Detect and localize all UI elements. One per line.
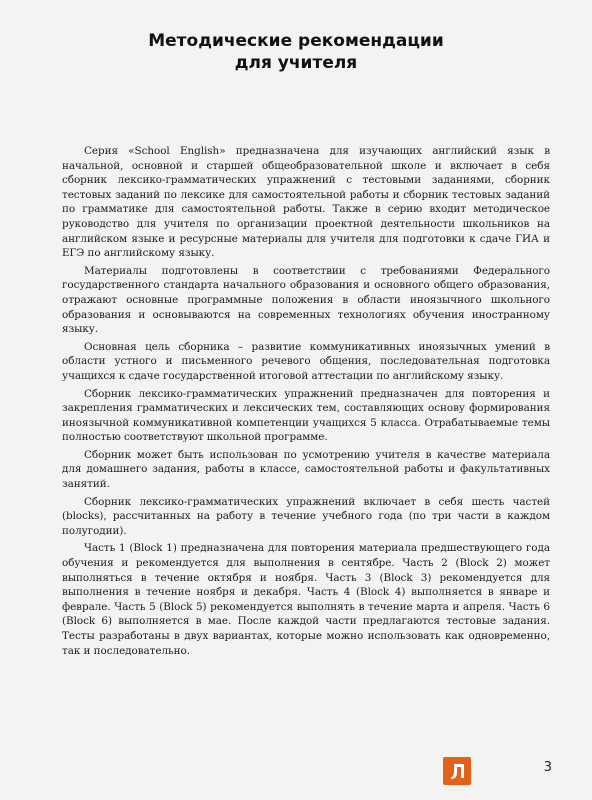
page-title [0,30,592,74]
paragraph: Часть 1 (Block 1) предназначена для повторения материала предшествующего года обучения и рекомендуется для выполнения в сентябре. Часть 2 (Block 2) может выполняться в течение октября и ноября. Часть 3 (Block 3) рекомендуется для выполнения в течение ноября и декабря. Часть 4 (Block 4) выполняется в январе и феврале. Часть 5 (Block 5) рекомендуется выполнять в течение марта и апреля. Часть 6 (Block 6) выполняется в мае. После каждой части предлагаются тестовые задания. Тесты разработаны в двух вариантах, которые можно использовать как одновременно, так и последовательно. [62,542,550,657]
page-number: 3 [543,760,552,775]
labirint-logo-icon [443,757,471,785]
paragraph: Сборник лексико-грамматических упражнений предназначен для повторения и закрепления грамматических и лексических тем, составляющих основу формирования иноязычной коммуникативной компетенции учащихся 5 класса. Отрабатываемые темы полностью соответствуют школьной программе. [62,387,550,444]
body-text [62,144,550,661]
title-line-2: для учителя [234,53,358,73]
paragraph: Сборник лексико-грамматических упражнений включает в себя шесть частей (blocks), рассчитанных на работу в течение учебного года (по три части в каждом полугодии). [62,495,550,537]
paragraph: Основная цель сборника – развитие коммуникативных иноязычных умений в области устного и письменного речевого общения, последовательная подготовка учащихся к сдаче государственной итоговой аттестации по английскому языку. [62,340,550,382]
paragraph: Материалы подготовлены в соответствии с требованиями Федерального государственного стандарта начального образования и основного общего образования, отражают основные программные положения в области иноязычного школьного образования и основываются на современных технологиях обучения иностранному языку. [62,264,550,336]
paragraph: Серия «School English» предназначена для изучающих английский язык в начальной, основной и старшей общеобразовательной школе и включает в себя сборник лексико-грамматических упражнений с тестовыми заданиями, сборник тестовых заданий по лексике для самостоятельной работы и сборник тестовых заданий по грамматике для самостоятельной работы. Также в серию входит методическое руководство для учителя по организации проектной деятельности школьников на английском языке и ресурсные материалы для учителя для подготовки к сдаче ГИА и ЕГЭ по английскому языку. [62,145,550,260]
paragraph: Сборник может быть использован по усмотрению учителя в качестве материала для домашнего задания, работы в классе, самостоятельной работы и факультативных занятий. [62,448,550,491]
title-line-1: Методические рекомендации [148,31,444,51]
